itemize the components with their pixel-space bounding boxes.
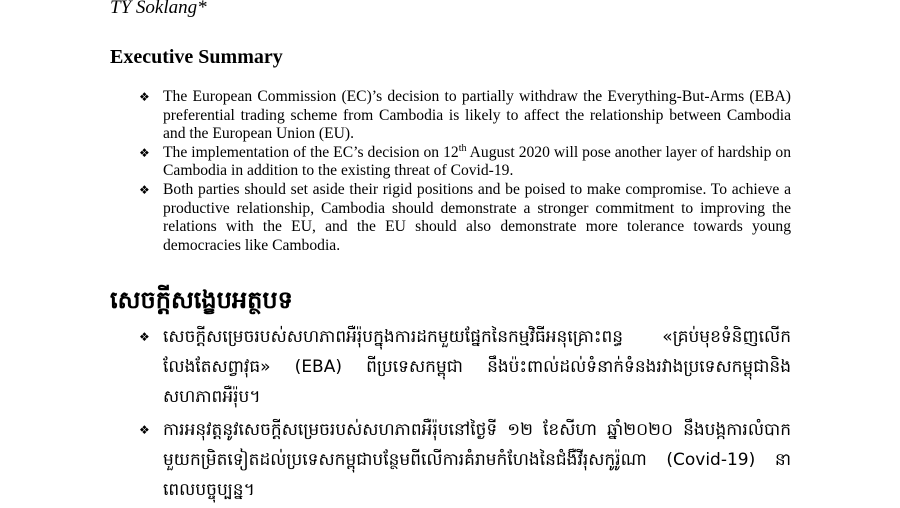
diamond-bullet-icon: ❖ <box>139 145 150 160</box>
executive-summary-heading: Executive Summary <box>110 46 283 68</box>
khmer-bullet-list <box>139 322 791 508</box>
bullet-text: The European Commission (EC)’s decision to partially withdraw the Everything-But-Arms (EBA) preferential trading scheme from Cambodia is likely to affect the relationship between Cambodia and the European Union (EU). <box>163 88 791 143</box>
author-name: TY Soklang* <box>110 0 207 18</box>
summary-bullet-item <box>139 144 791 181</box>
summary-bullet-item <box>139 88 791 144</box>
khmer-bullet-text: សេចក្តីសម្រេចរបស់សហភាពអឺរ៉ុបក្នុងការដកមួយផ្នែកនៃកម្មវិធីអនុគ្រោះពន្ធ «គ្រប់មុខទំនិញលើកលែងតែសព្វាវុធ» (EBA) ពីប្រទេសកម្ពុជា នឹងប៉ះពាល់ដល់ទំនាក់ទំនងរវាងប្រទេសកម្ពុជានិងសហភាពអឺរ៉ុប។ <box>163 327 791 407</box>
bullet-text-end: August 2020 will pose another layer of hardship on Cambodia in addition to the existing threat of Covid-19. <box>163 143 791 180</box>
diamond-bullet-icon: ❖ <box>139 90 150 104</box>
khmer-bullet-item <box>139 415 791 505</box>
bullet-text: Both parties should set aside their rigid positions and be poised to make compromise. To achieve a productive relationship, Cambodia should demonstrate a stronger commitment to improving the relations with the EU, and the EU should also demonstrate more tolerance towards young democracies like Cambodia. <box>163 180 791 254</box>
khmer-summary-heading: សេចក្តីសង្ខេបអត្ថបទ <box>110 286 293 314</box>
khmer-bullet-item <box>139 322 791 412</box>
khmer-bullet-text: ការអនុវត្តនូវសេចក្តីសម្រេចរបស់សហភាពអឺរ៉ុបនៅថ្ងៃទី ១២ ខែសីហា ឆ្នាំ២០២០ នឹងបង្កការលំបាកមួយកម្រិតទៀតដល់ប្រទេសកម្ពុជាបន្ថែមពីលើការគំរាមកំហែងនៃជំងឺវីរុសកូរ៉ូណា (Covid-19) នាពេលបច្ចុប្បន្ន។ <box>163 420 791 500</box>
diamond-bullet-icon: ❖ <box>139 182 150 197</box>
diamond-bullet-icon: ❖ <box>139 330 150 344</box>
bullet-text-start: The implementation of the EC’s decision on 12 <box>163 143 459 161</box>
diamond-bullet-icon: ❖ <box>139 423 150 437</box>
summary-bullet-list <box>139 88 791 255</box>
ordinal-suffix: th <box>458 142 467 154</box>
summary-bullet-item <box>139 181 791 255</box>
